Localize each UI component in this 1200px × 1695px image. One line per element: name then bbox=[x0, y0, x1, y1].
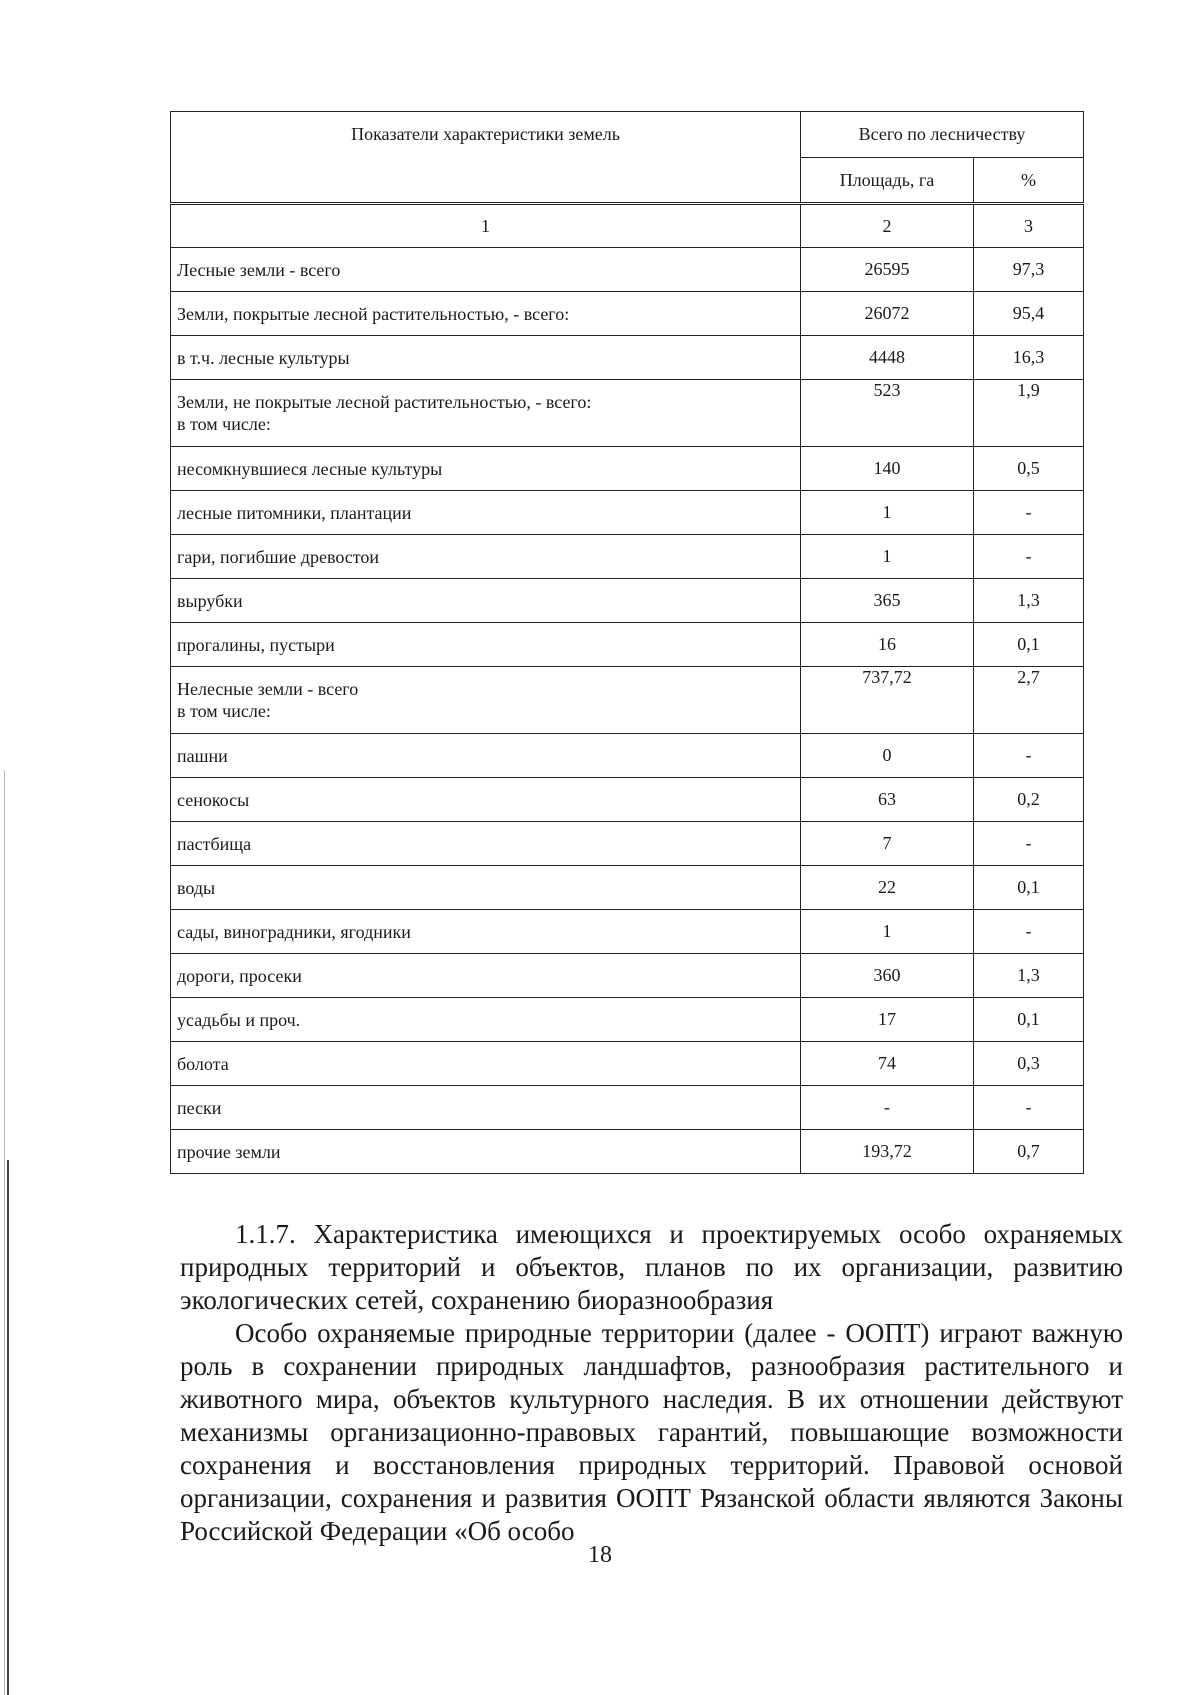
table-row bbox=[171, 292, 1084, 336]
row-label bbox=[171, 447, 801, 491]
row-percent: 0,3 bbox=[974, 1042, 1084, 1086]
row-label-line: пески bbox=[177, 1097, 222, 1118]
row-area: 1 bbox=[801, 910, 974, 954]
row-label bbox=[171, 734, 801, 778]
row-area: 26072 bbox=[801, 292, 974, 336]
row-label bbox=[171, 998, 801, 1042]
row-label-line: вырубки bbox=[177, 590, 243, 611]
row-percent: 1,9 bbox=[974, 380, 1084, 447]
row-area: 360 bbox=[801, 954, 974, 998]
row-area: 523 bbox=[801, 380, 974, 447]
row-label-line: сенокосы bbox=[177, 789, 250, 810]
row-percent: 0,2 bbox=[974, 778, 1084, 822]
col-number-3: 3 bbox=[974, 204, 1084, 248]
header-total: Всего по лесничеству bbox=[801, 112, 1084, 158]
row-label bbox=[171, 667, 801, 734]
row-label bbox=[171, 579, 801, 623]
table-row bbox=[171, 535, 1084, 579]
row-label bbox=[171, 623, 801, 667]
land-characteristics-table bbox=[170, 111, 1084, 1174]
table-row bbox=[171, 822, 1084, 866]
table-header-row bbox=[171, 112, 1084, 158]
row-area: - bbox=[801, 1086, 974, 1130]
row-label bbox=[171, 248, 801, 292]
row-percent: 1,3 bbox=[974, 579, 1084, 623]
row-label-line: в том числе: bbox=[177, 414, 271, 434]
row-label-line: Нелесные земли - всего bbox=[177, 679, 359, 699]
row-percent: - bbox=[974, 734, 1084, 778]
row-area: 737,72 bbox=[801, 667, 974, 734]
row-percent: 0,5 bbox=[974, 447, 1084, 491]
row-label-line: Земли, не покрытые лесной растительностью, - всего: bbox=[177, 392, 592, 412]
row-label bbox=[171, 910, 801, 954]
row-label bbox=[171, 954, 801, 998]
row-label-line: Земли, покрытые лесной растительностью, - всего: bbox=[177, 303, 570, 324]
row-label bbox=[171, 535, 801, 579]
table-row bbox=[171, 248, 1084, 292]
row-percent: 0,1 bbox=[974, 998, 1084, 1042]
col-number-1: 1 bbox=[171, 204, 801, 248]
table-row bbox=[171, 998, 1084, 1042]
table-row bbox=[171, 623, 1084, 667]
row-label bbox=[171, 491, 801, 535]
row-label-line: пашни bbox=[177, 745, 228, 766]
row-label-line: в т.ч. лесные культуры bbox=[177, 347, 350, 368]
table-row bbox=[171, 910, 1084, 954]
row-label bbox=[171, 822, 801, 866]
row-label-line: несомкнувшиеся лесные культуры bbox=[177, 458, 443, 479]
table-row bbox=[171, 336, 1084, 380]
row-percent: - bbox=[974, 1086, 1084, 1130]
header-indicator: Показатели характеристики земель bbox=[171, 112, 801, 204]
row-area: 1 bbox=[801, 535, 974, 579]
row-label-line: прочие земли bbox=[177, 1141, 281, 1162]
row-area: 0 bbox=[801, 734, 974, 778]
row-label-line: болота bbox=[177, 1053, 229, 1074]
row-area: 193,72 bbox=[801, 1130, 974, 1174]
row-label-line: воды bbox=[177, 877, 216, 898]
row-percent: 97,3 bbox=[974, 248, 1084, 292]
table-row bbox=[171, 667, 1084, 734]
table-row bbox=[171, 447, 1084, 491]
row-label bbox=[171, 866, 801, 910]
table-row bbox=[171, 1086, 1084, 1130]
scan-edge-line-dark bbox=[7, 1160, 9, 1695]
row-percent: 2,7 bbox=[974, 667, 1084, 734]
row-label-line: усадьбы и проч. bbox=[177, 1009, 301, 1030]
row-label bbox=[171, 1130, 801, 1174]
table-row bbox=[171, 491, 1084, 535]
row-label-line: прогалины, пустыри bbox=[177, 634, 335, 655]
row-label bbox=[171, 336, 801, 380]
row-percent: 16,3 bbox=[974, 336, 1084, 380]
row-area: 7 bbox=[801, 822, 974, 866]
column-number-row bbox=[171, 204, 1084, 248]
row-area: 74 bbox=[801, 1042, 974, 1086]
header-area: Площадь, га bbox=[801, 158, 974, 204]
row-label bbox=[171, 292, 801, 336]
row-area: 22 bbox=[801, 866, 974, 910]
table-row bbox=[171, 380, 1084, 447]
row-area: 140 bbox=[801, 447, 974, 491]
row-area: 16 bbox=[801, 623, 974, 667]
table-row bbox=[171, 1130, 1084, 1174]
row-label bbox=[171, 778, 801, 822]
row-percent: 0,7 bbox=[974, 1130, 1084, 1174]
table-row bbox=[171, 579, 1084, 623]
col-number-2: 2 bbox=[801, 204, 974, 248]
row-label-line: дороги, просеки bbox=[177, 965, 302, 986]
table-row bbox=[171, 866, 1084, 910]
row-label bbox=[171, 1042, 801, 1086]
row-area: 4448 bbox=[801, 336, 974, 380]
table-row bbox=[171, 954, 1084, 998]
row-label-line: гари, погибшие древостои bbox=[177, 546, 380, 567]
row-percent: - bbox=[974, 910, 1084, 954]
row-area: 17 bbox=[801, 998, 974, 1042]
row-label bbox=[171, 1086, 801, 1130]
section-paragraph: Особо охраняемые природные территории (далее - ООПТ) играют важную роль в сохранении природных ландшафтов, разнообразия растительного и животного мира, объектов культурного наследия. В их отношении действуют механизмы организационно-правовых гарантий, повышающие возможности сохранения и восстановления природных территорий. Правовой основой организации, сохранения и развития ООПТ Рязанской области являются Законы Российской Федерации «Об особо bbox=[180, 1318, 1123, 1546]
row-area: 63 bbox=[801, 778, 974, 822]
row-area: 365 bbox=[801, 579, 974, 623]
row-area: 1 bbox=[801, 491, 974, 535]
row-percent: - bbox=[974, 535, 1084, 579]
section-heading: 1.1.7. Характеристика имеющихся и проектируемых особо охраняемых природных территорий и объектов, планов по их организации, развитию экологических сетей, сохранению биоразнообразия bbox=[180, 1219, 1123, 1315]
row-area: 26595 bbox=[801, 248, 974, 292]
table-row bbox=[171, 1042, 1084, 1086]
row-percent: 95,4 bbox=[974, 292, 1084, 336]
header-percent: % bbox=[974, 158, 1084, 204]
row-label-line: сады, виноградники, ягодники bbox=[177, 921, 411, 942]
table-row bbox=[171, 734, 1084, 778]
table-row bbox=[171, 778, 1084, 822]
row-percent: 1,3 bbox=[974, 954, 1084, 998]
row-label-line: Лесные земли - всего bbox=[177, 259, 341, 280]
row-percent: - bbox=[974, 822, 1084, 866]
row-percent: - bbox=[974, 491, 1084, 535]
page-number: 18 bbox=[588, 1542, 612, 1568]
row-label bbox=[171, 380, 801, 447]
row-label-line: лесные питомники, плантации bbox=[177, 502, 412, 523]
section-text bbox=[180, 1218, 1123, 1548]
row-label-line: пастбища bbox=[177, 833, 252, 854]
row-percent: 0,1 bbox=[974, 623, 1084, 667]
row-percent: 0,1 bbox=[974, 866, 1084, 910]
row-label-line: в том числе: bbox=[177, 701, 271, 721]
